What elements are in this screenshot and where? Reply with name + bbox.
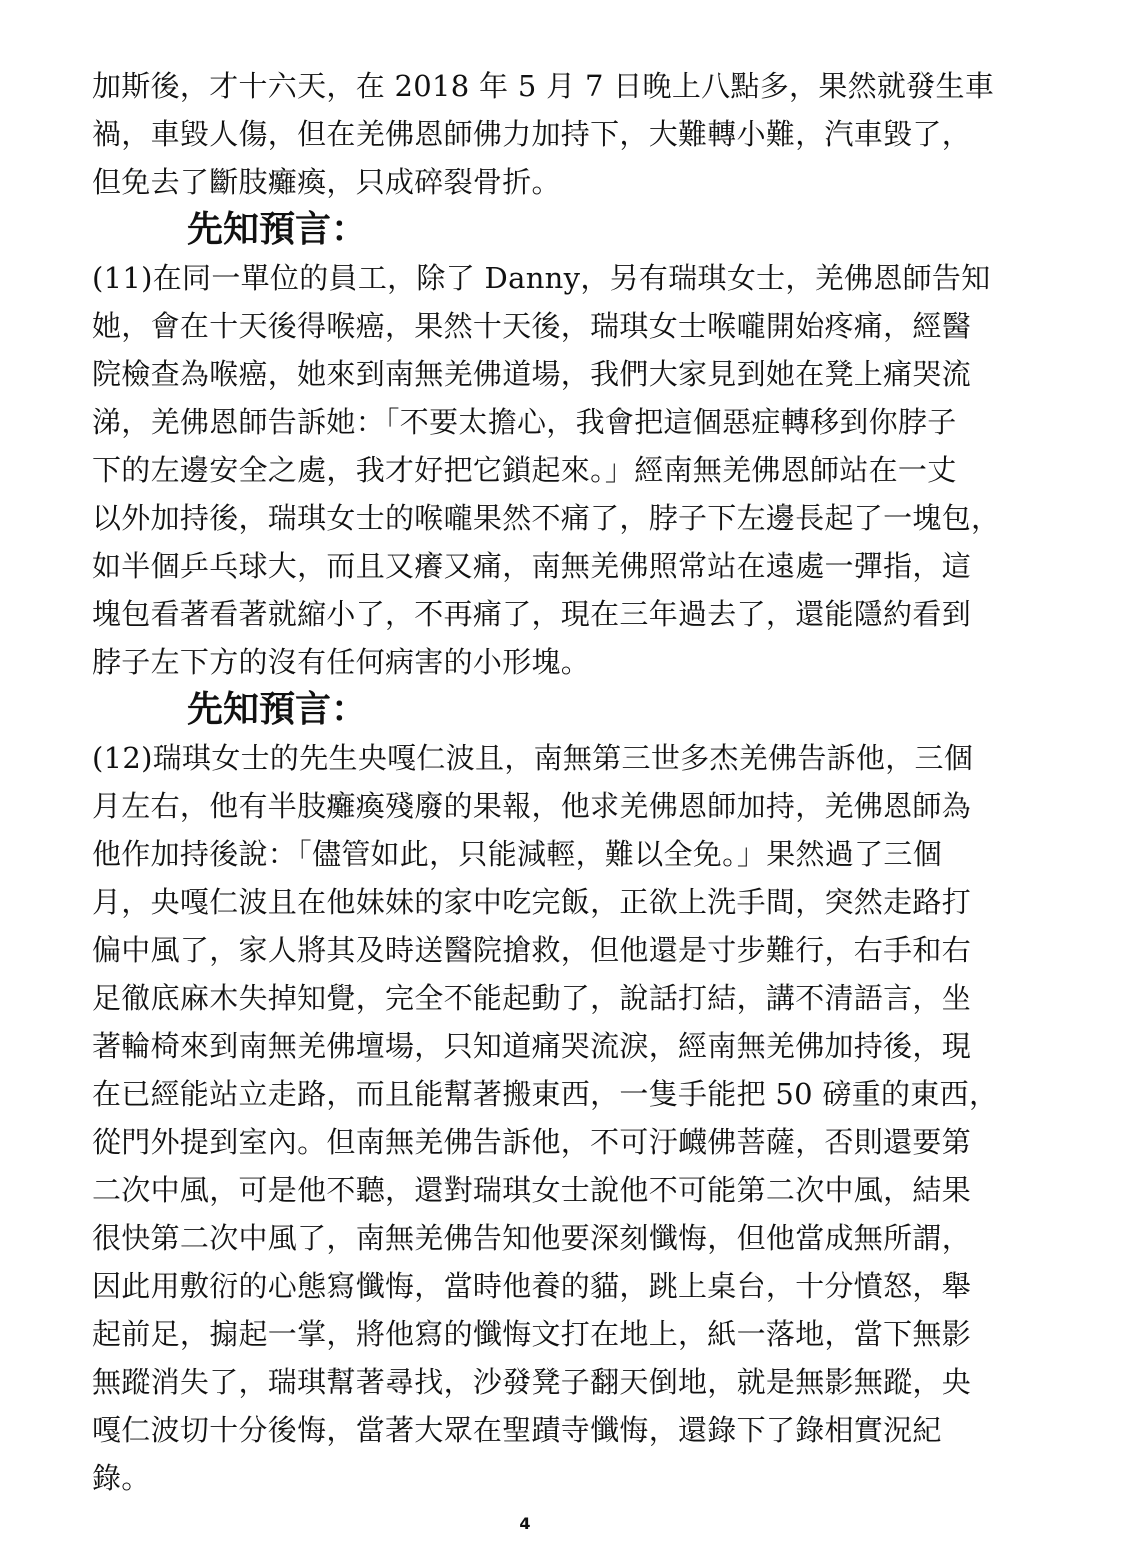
section-11-line-4: 涕，羌佛恩師告訴她：「不要太擔心，我會把這個惡症轉移到你脖子 — [92, 405, 957, 439]
section-11-line-6: 以外加持後，瑞琪女士的喉嚨果然不痛了，脖子下左邊長起了一塊包， — [92, 501, 1001, 535]
section-12-line-14: 無蹤消失了，瑞琪幫著尋找，沙發凳子翻天倒地，就是無影無蹤，央 — [92, 1365, 972, 1399]
section-12-line-7: 著輪椅來到南無羌佛壇場，只知道痛哭流淚，經南無羌佛加持後，現 — [92, 1029, 972, 1063]
section-11-line-8: 塊包看著看著就縮小了，不再痛了，現在三年過去了，還能隱約看到 — [92, 597, 972, 631]
section-12-line-4: 月，央嘎仁波且在他妹妹的家中吃完飯，正欲上洗手間，突然走路打 — [92, 885, 972, 919]
section-12-line-3: 他作加持後說：「儘管如此，只能減輕，難以全免。」果然過了三個 — [92, 837, 943, 871]
section-12-line-6: 足徹底麻木失掉知覺，完全不能起動了，說話打結，講不清語言，坐 — [92, 981, 972, 1015]
intro-line-2: 禍，車毀人傷，但在羌佛恩師佛力加持下，大難轉小難，汽車毀了， — [92, 117, 972, 151]
section-12-line-9: 從門外提到室內。但南無羌佛告訴他，不可汙衊佛菩薩，否則還要第 — [92, 1125, 972, 1159]
section-12-line-2: 月左右，他有半肢癱瘓殘廢的果報，他求羌佛恩師加持，羌佛恩師為 — [92, 789, 972, 823]
section-11-line-7: 如半個乒乓球大，而且又癢又痛，南無羌佛照常站在遠處一彈指，這 — [92, 549, 972, 583]
section-12-line-13: 起前足，搧起一掌，將他寫的懺悔文打在地上，紙一落地，當下無影 — [92, 1317, 972, 1351]
section-12-line-8: 在已經能站立走路，而且能幫著搬東西，一隻手能把 50 磅重的東西， — [92, 1077, 999, 1111]
section-12-line-1: (12)瑞琪女士的先生央嘎仁波且，南無第三世多杰羌佛告訴他，三個 — [92, 741, 974, 775]
section-heading-11: 先知預言： — [187, 208, 368, 250]
section-11-line-9: 脖子左下方的沒有任何病害的小形塊。 — [92, 645, 591, 679]
section-12-line-5: 偏中風了，家人將其及時送醫院搶救，但他還是寸步難行，右手和右 — [92, 933, 972, 967]
section-12-line-12: 因此用敷衍的心態寫懺悔，當時他養的貓，跳上桌台，十分憤怒，舉 — [92, 1269, 972, 1303]
intro-line-3: 但免去了斷肢癱瘓，只成碎裂骨折。 — [92, 165, 561, 199]
section-12-line-15: 嘎仁波切十分後悔，當著大眾在聖蹟寺懺悔，還錄下了錄相實況紀 — [92, 1413, 942, 1447]
section-heading-12: 先知預言： — [187, 688, 368, 730]
section-12-line-11: 很快第二次中風了，南無羌佛告知他要深刻懺悔，但他當成無所謂， — [92, 1221, 972, 1255]
section-11-line-2: 她，會在十天後得喉癌，果然十天後，瑞琪女士喉嚨開始疼痛，經醫 — [92, 309, 972, 343]
section-11-line-5: 下的左邊安全之處，我才好把它鎖起來。」經南無羌佛恩師站在一丈 — [92, 453, 957, 487]
section-12-line-16: 錄。 — [92, 1461, 151, 1495]
section-11-line-3: 院檢查為喉癌，她來到南無羌佛道場，我們大家見到她在凳上痛哭流 — [92, 357, 972, 391]
section-11-line-1: (11)在同一單位的員工，除了 Danny，另有瑞琪女士，羌佛恩師告知 — [92, 261, 991, 295]
intro-line-1: 加斯後，才十六天，在 2018 年 5 月 7 日晚上八點多，果然就發生車 — [92, 69, 995, 103]
section-12-line-10: 二次中風，可是他不聽，還對瑞琪女士說他不可能第二次中風，結果 — [92, 1173, 972, 1207]
page-number: 4 — [519, 1514, 531, 1533]
